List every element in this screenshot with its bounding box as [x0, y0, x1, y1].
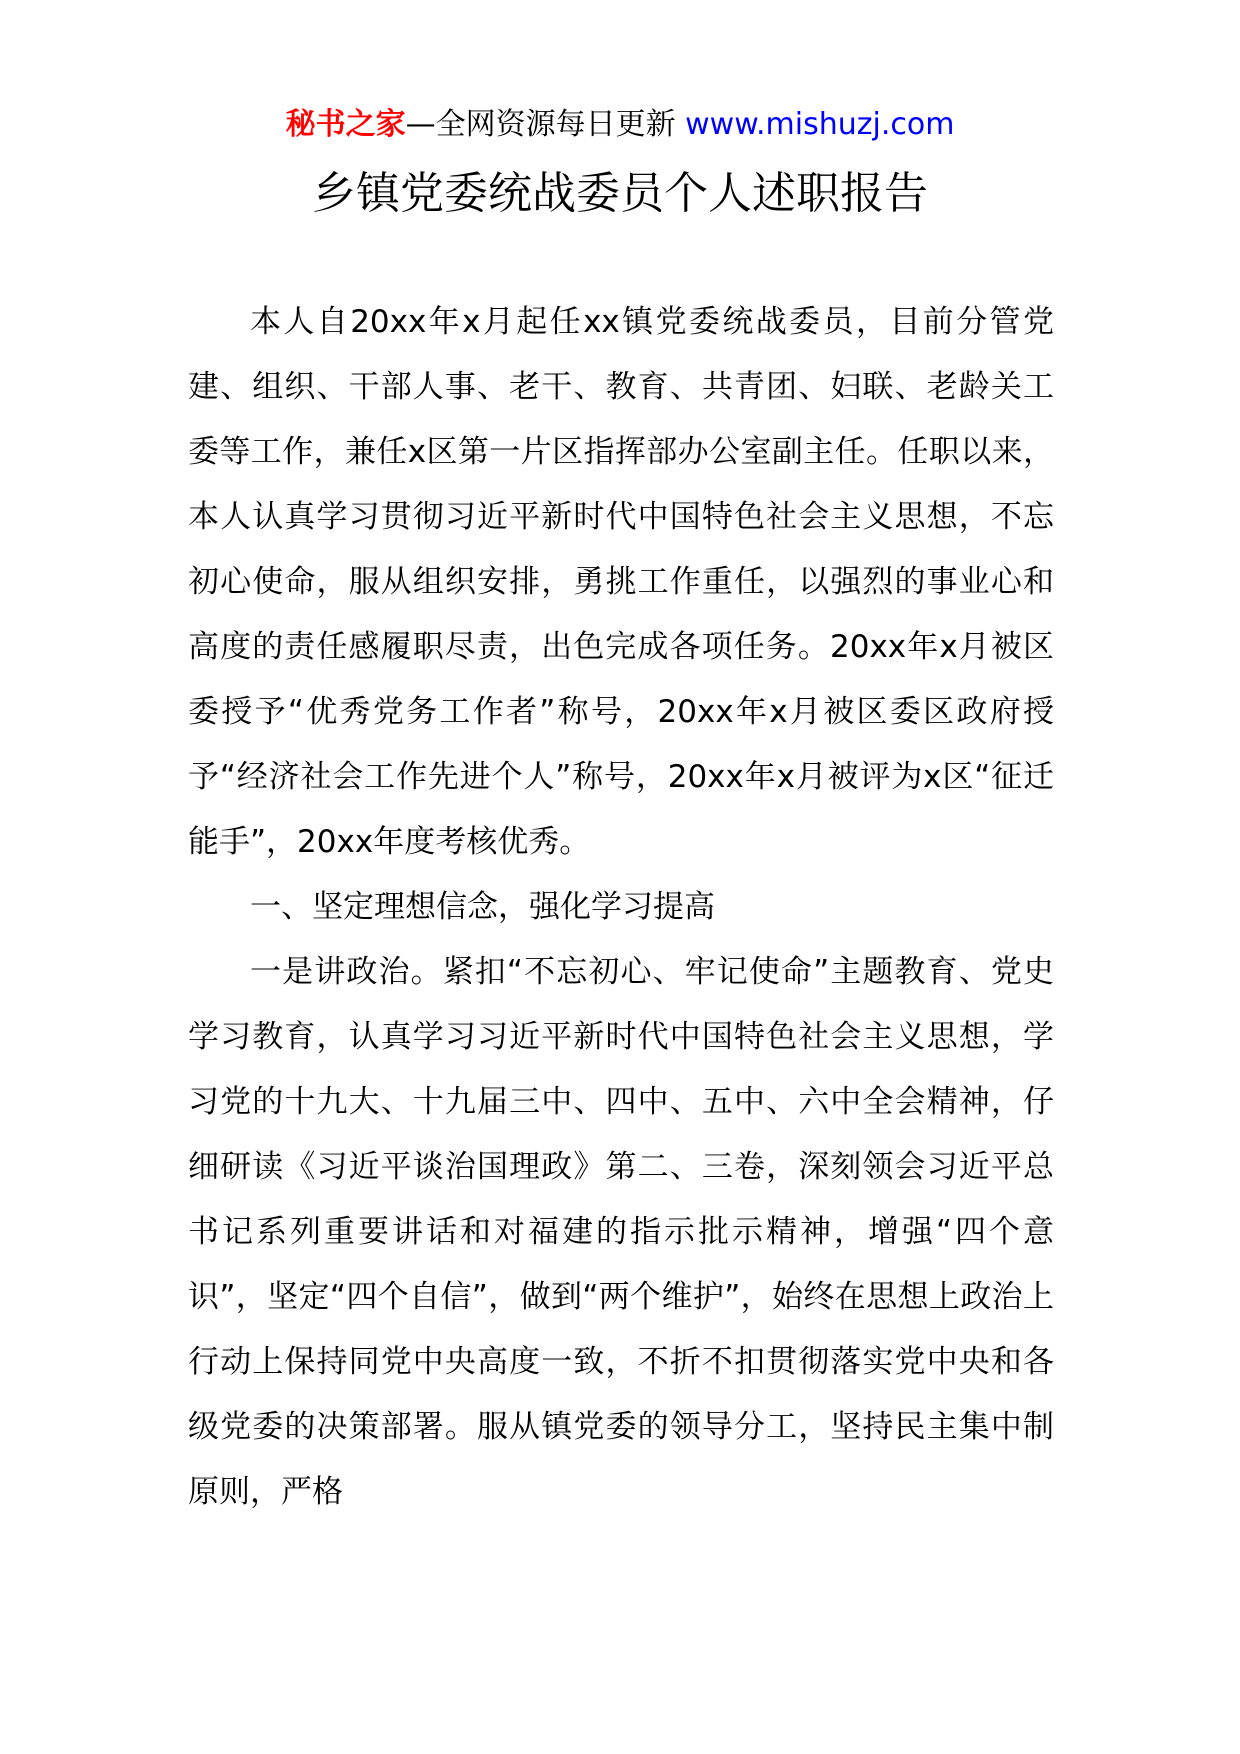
header-tagline: —全网资源每日更新: [405, 107, 676, 142]
site-url-link[interactable]: www.mishuzj.com: [685, 107, 955, 142]
brand-name: 秘书之家: [285, 107, 406, 142]
paragraph-politics: 一是讲政治。紧扣“不忘初心、牢记使命”主题教育、党史学习教育，认真学习习近平新时代中国特色社会主义思想，学习党的十九大、十九届三中、四中、五中、六中全会精神，仔细研读《习近平谈治国理政》第二、三卷，深刻领会习近平总书记系列重要讲话和对福建的指示批示精神，增强“四个意识”，坚定“四个自信”，做到“两个维护”，始终在思想上政治上行动上保持同党中央高度一致，不折不扣贯彻落实党中央和各级党委的决策部署。服从镇党委的领导分工，坚持民主集中制原则，严格: [188, 954, 1054, 1510]
site-header-banner: [0, 100, 1240, 150]
paragraph-intro: 本人自20xx年x月起任xx镇党委统战委员，目前分管党建、组织、干部人事、老干、教育、共青团、妇联、老龄关工委等工作，兼任x区第一片区指挥部办公室副主任。任职以来，本人认真学习贯彻习近平新时代中国特色社会主义思想，不忘初心使命，服从组织安排，勇挑工作重任，以强烈的事业心和高度的责任感履职尽责，出色完成各项任务。20xx年x月被区委授予“优秀党务工作者”称号，20xx年x月被区委区政府授予“经济社会工作先进个人”称号，20xx年x月被评为x区“征迁能手”，20xx年度考核优秀。: [188, 304, 1054, 860]
section-heading-1: 一、坚定理想信念，强化学习提高: [250, 889, 715, 925]
document-body: [188, 290, 1054, 1525]
document-title: 乡镇党委统战委员个人述职报告: [312, 168, 928, 219]
